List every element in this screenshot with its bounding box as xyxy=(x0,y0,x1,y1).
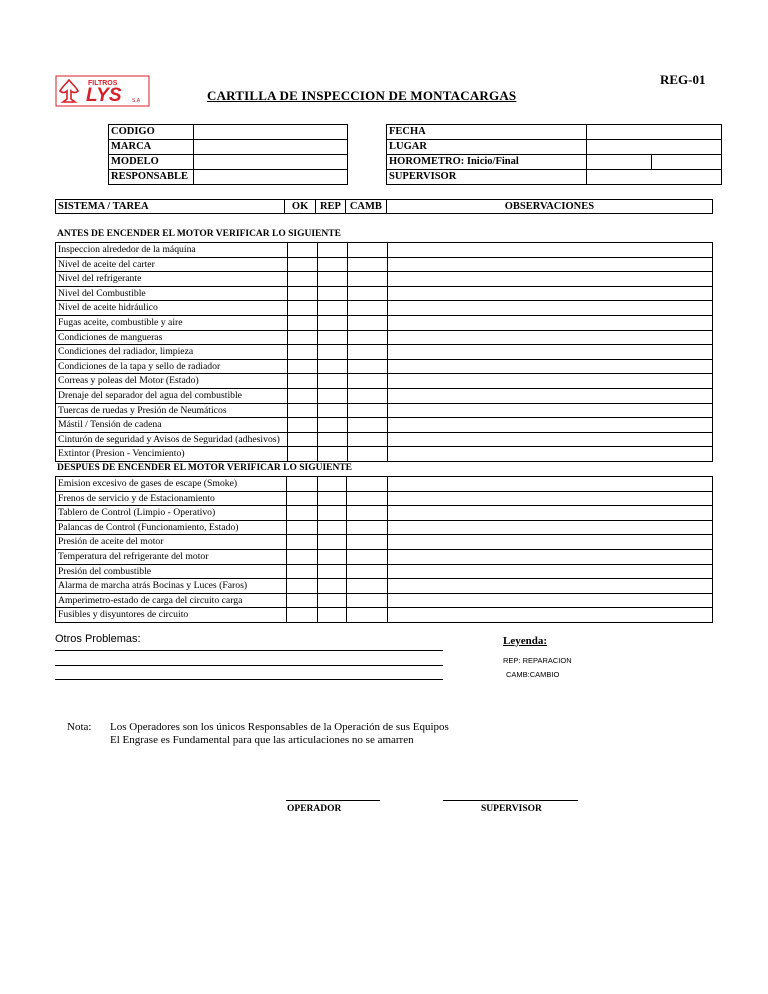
rep-cell[interactable] xyxy=(317,491,347,506)
task-row xyxy=(56,491,713,506)
task-row xyxy=(56,345,713,360)
task-label: Frenos de servicio y de Estacionamiento xyxy=(56,491,287,506)
camb-cell[interactable] xyxy=(347,315,387,330)
leyenda-camb: CAMB:CAMBIO xyxy=(506,670,560,679)
reg-code: REG-01 xyxy=(660,72,706,87)
observation-cell[interactable] xyxy=(387,564,712,579)
task-label: Palancas de Control (Funcionamiento, Estado) xyxy=(56,520,287,535)
section-after-title: DESPUES DE ENCENDER EL MOTOR VERIFICAR LO SIGUIENTE xyxy=(57,463,353,473)
camb-cell[interactable] xyxy=(347,535,387,550)
ok-cell[interactable] xyxy=(287,593,318,608)
observation-cell[interactable] xyxy=(388,330,713,345)
observation-cell[interactable] xyxy=(388,286,713,301)
header-label-left: MODELO xyxy=(109,155,194,170)
observation-cell[interactable] xyxy=(388,388,713,403)
col-ok: OK xyxy=(285,200,316,214)
task-label: Inspeccion alrededor de la máquina xyxy=(56,243,288,258)
header-gap xyxy=(348,140,387,155)
header-gap xyxy=(348,170,387,185)
task-row xyxy=(56,477,713,492)
camb-cell[interactable] xyxy=(347,257,387,272)
header-value-left[interactable] xyxy=(194,125,348,140)
rep-cell[interactable] xyxy=(318,330,348,345)
tasks-before-table xyxy=(55,242,713,462)
page-title: CARTILLA DE INSPECCION DE MONTACARGAS xyxy=(207,88,517,103)
rep-cell[interactable] xyxy=(318,315,348,330)
camb-cell[interactable] xyxy=(347,286,387,301)
ok-cell[interactable] xyxy=(287,608,318,623)
task-row xyxy=(56,447,713,462)
task-label: Tuercas de ruedas y Presión de Neumáticos xyxy=(56,403,288,418)
task-label: Amperimetro-estado de carga del circuito carga xyxy=(56,593,287,608)
ok-cell[interactable] xyxy=(287,301,318,316)
ok-cell[interactable] xyxy=(287,286,318,301)
ok-cell[interactable] xyxy=(287,564,318,579)
ok-cell[interactable] xyxy=(287,359,318,374)
task-label: Drenaje del separador del agua del combustible xyxy=(56,388,288,403)
header-label-right: LUGAR xyxy=(387,140,587,155)
task-row xyxy=(56,403,713,418)
logo-suffix: S.A xyxy=(132,98,141,104)
camb-cell[interactable] xyxy=(347,432,387,447)
task-label: Cinturón de seguridad y Avisos de Seguridad (adhesivos) xyxy=(56,432,288,447)
otros-line-1[interactable] xyxy=(55,650,443,651)
task-label: Presión del combustible xyxy=(56,564,287,579)
rep-cell[interactable] xyxy=(318,418,348,433)
rep-cell[interactable] xyxy=(318,345,348,360)
camb-cell[interactable] xyxy=(347,359,387,374)
task-row xyxy=(56,432,713,447)
horometro-final-value[interactable] xyxy=(651,155,721,170)
rep-cell[interactable] xyxy=(318,374,348,389)
header-label-right: HOROMETRO: Inicio/Final xyxy=(387,155,587,170)
task-row xyxy=(56,506,713,521)
header-value-right[interactable] xyxy=(587,170,722,185)
col-obs: OBSERVACIONES xyxy=(386,200,712,214)
task-label: Alarma de marcha atrás Bocinas y Luces (Faros) xyxy=(56,579,287,594)
ok-cell[interactable] xyxy=(287,549,318,564)
camb-cell[interactable] xyxy=(347,608,387,623)
header-value-left[interactable] xyxy=(194,140,348,155)
header-value-right[interactable] xyxy=(587,140,722,155)
tasks-after-table xyxy=(55,476,713,623)
task-label: Condiciones del radiador, limpieza xyxy=(56,345,288,360)
ok-cell[interactable] xyxy=(287,257,318,272)
header-value-left[interactable] xyxy=(194,170,348,185)
task-label: Nivel del refrigerante xyxy=(56,272,288,287)
task-row xyxy=(56,593,713,608)
camb-cell[interactable] xyxy=(347,491,387,506)
camb-cell[interactable] xyxy=(347,564,387,579)
header-label-right: FECHA xyxy=(387,125,587,140)
observation-cell[interactable] xyxy=(388,432,713,447)
task-row xyxy=(56,301,713,316)
observation-cell[interactable] xyxy=(387,579,712,594)
task-row xyxy=(56,374,713,389)
nota-label: Nota: xyxy=(67,721,92,733)
ok-cell[interactable] xyxy=(287,432,318,447)
col-rep: REP xyxy=(316,200,346,214)
rep-cell[interactable] xyxy=(318,301,348,316)
task-row xyxy=(56,579,713,594)
camb-cell[interactable] xyxy=(347,477,387,492)
rep-cell[interactable] xyxy=(317,535,347,550)
header-row xyxy=(109,170,722,185)
task-label: Nivel de aceite hidráulico xyxy=(56,301,288,316)
logo-big-text: LYS xyxy=(86,85,122,106)
task-label: Condiciones de mangueras xyxy=(56,330,288,345)
camb-cell[interactable] xyxy=(347,388,387,403)
observation-cell[interactable] xyxy=(388,403,713,418)
header-gap xyxy=(348,155,387,170)
operador-label: OPERADOR xyxy=(287,804,342,814)
leyenda-rep: REP: REPARACION xyxy=(503,656,572,665)
ok-cell[interactable] xyxy=(287,403,318,418)
header-gap xyxy=(348,125,387,140)
rep-cell[interactable] xyxy=(318,257,348,272)
camb-cell[interactable] xyxy=(347,447,387,462)
rep-cell[interactable] xyxy=(317,608,347,623)
camb-cell[interactable] xyxy=(347,418,387,433)
observation-cell[interactable] xyxy=(388,257,713,272)
ok-cell[interactable] xyxy=(287,388,318,403)
task-row xyxy=(56,243,713,258)
supervisor-label: SUPERVISOR xyxy=(481,804,542,814)
header-value-left[interactable] xyxy=(194,155,348,170)
camb-cell[interactable] xyxy=(347,579,387,594)
company-logo xyxy=(55,75,150,107)
ok-cell[interactable] xyxy=(287,243,318,258)
rep-cell[interactable] xyxy=(317,549,347,564)
rep-cell[interactable] xyxy=(317,579,347,594)
task-label: Tablero de Control (Limpio - Operativo) xyxy=(56,506,287,521)
observation-cell[interactable] xyxy=(388,345,713,360)
header-value-right[interactable] xyxy=(587,155,652,170)
rep-cell[interactable] xyxy=(317,477,347,492)
header-label-left: CODIGO xyxy=(109,125,194,140)
otros-line-3[interactable] xyxy=(55,679,443,680)
task-label: Nivel del Combustible xyxy=(56,286,288,301)
camb-cell[interactable] xyxy=(347,403,387,418)
leyenda-title: Leyenda: xyxy=(503,635,547,647)
header-label-right: SUPERVISOR xyxy=(387,170,587,185)
rep-cell[interactable] xyxy=(318,272,348,287)
task-row xyxy=(56,315,713,330)
camb-cell[interactable] xyxy=(347,374,387,389)
rep-cell[interactable] xyxy=(318,286,348,301)
rep-cell[interactable] xyxy=(317,564,347,579)
otros-label: Otros Problemas: xyxy=(55,633,141,645)
ok-cell[interactable] xyxy=(287,579,318,594)
header-row xyxy=(109,140,722,155)
nota-line-2: El Engrase es Fundamental para que las articulaciones no se amarren xyxy=(110,734,414,746)
supervisor-signature-line[interactable] xyxy=(443,800,578,801)
ok-cell[interactable] xyxy=(287,315,318,330)
camb-cell[interactable] xyxy=(347,549,387,564)
task-row xyxy=(56,272,713,287)
camb-cell[interactable] xyxy=(347,593,387,608)
rep-cell[interactable] xyxy=(318,447,348,462)
header-row xyxy=(109,155,722,170)
logo-graphic xyxy=(55,75,150,107)
task-row xyxy=(56,257,713,272)
operador-signature-line[interactable] xyxy=(286,800,380,801)
task-label: Fugas aceite, combustible y aire xyxy=(56,315,288,330)
rep-cell[interactable] xyxy=(318,403,348,418)
section-before-title: ANTES DE ENCENDER EL MOTOR VERIFICAR LO SIGUIENTE xyxy=(57,229,341,239)
ok-cell[interactable] xyxy=(287,374,318,389)
rep-cell[interactable] xyxy=(318,243,348,258)
task-label: Mástil / Tensión de cadena xyxy=(56,418,288,433)
camb-cell[interactable] xyxy=(347,301,387,316)
ok-cell[interactable] xyxy=(287,491,318,506)
task-label: Correas y poleas del Motor (Estado) xyxy=(56,374,288,389)
ok-cell[interactable] xyxy=(287,345,318,360)
task-label: Emision excesivo de gases de escape (Smoke) xyxy=(56,477,287,492)
task-row xyxy=(56,286,713,301)
rep-cell[interactable] xyxy=(317,593,347,608)
ok-cell[interactable] xyxy=(287,535,318,550)
logo-small-text: FILTROS xyxy=(88,80,118,87)
camb-cell[interactable] xyxy=(347,520,387,535)
observation-cell[interactable] xyxy=(387,549,712,564)
observation-cell[interactable] xyxy=(387,477,712,492)
observation-cell[interactable] xyxy=(388,374,713,389)
observation-cell[interactable] xyxy=(388,315,713,330)
observation-cell[interactable] xyxy=(388,359,713,374)
header-table xyxy=(108,124,722,185)
col-task: SISTEMA / TAREA xyxy=(56,200,285,214)
ok-cell[interactable] xyxy=(287,272,318,287)
header-value-right[interactable] xyxy=(587,125,722,140)
otros-line-2[interactable] xyxy=(55,665,443,666)
task-label: Temperatura del refrigerante del motor xyxy=(56,549,287,564)
task-row xyxy=(56,608,713,623)
ok-cell[interactable] xyxy=(287,506,318,521)
column-header xyxy=(55,199,713,214)
camb-cell[interactable] xyxy=(347,272,387,287)
task-label: Extintor (Presion - Vencimiento) xyxy=(56,447,288,462)
camb-cell[interactable] xyxy=(347,243,387,258)
nota-line-1: Los Operadores son los únicos Responsables de la Operación de sus Equipos xyxy=(110,721,449,733)
ok-cell[interactable] xyxy=(287,477,318,492)
header-label-left: MARCA xyxy=(109,140,194,155)
task-row xyxy=(56,330,713,345)
camb-cell[interactable] xyxy=(347,330,387,345)
ok-cell[interactable] xyxy=(287,330,318,345)
header-row xyxy=(109,125,722,140)
task-label: Fusibles y disyuntores de circuito xyxy=(56,608,287,623)
ok-cell[interactable] xyxy=(287,418,318,433)
camb-cell[interactable] xyxy=(347,345,387,360)
task-row xyxy=(56,388,713,403)
task-row xyxy=(56,520,713,535)
rep-cell[interactable] xyxy=(318,388,348,403)
task-label: Presión de aceite del motor xyxy=(56,535,287,550)
observation-cell[interactable] xyxy=(388,243,713,258)
ok-cell[interactable] xyxy=(287,447,318,462)
observation-cell[interactable] xyxy=(387,506,712,521)
camb-cell[interactable] xyxy=(347,506,387,521)
observation-cell[interactable] xyxy=(387,491,712,506)
task-row xyxy=(56,418,713,433)
task-row xyxy=(56,564,713,579)
task-label: Nivel de aceite del carter xyxy=(56,257,288,272)
observation-cell[interactable] xyxy=(388,418,713,433)
rep-cell[interactable] xyxy=(317,506,347,521)
rep-cell[interactable] xyxy=(317,520,347,535)
observation-cell[interactable] xyxy=(387,608,712,623)
nota-text xyxy=(110,721,449,747)
ok-cell[interactable] xyxy=(287,520,318,535)
observation-cell[interactable] xyxy=(388,301,713,316)
task-row xyxy=(56,359,713,374)
observation-cell[interactable] xyxy=(388,272,713,287)
col-camb: CAMB xyxy=(345,200,386,214)
observation-cell[interactable] xyxy=(387,593,712,608)
rep-cell[interactable] xyxy=(318,359,348,374)
task-row xyxy=(56,549,713,564)
observation-cell[interactable] xyxy=(387,520,712,535)
rep-cell[interactable] xyxy=(318,432,348,447)
header-label-left: RESPONSABLE xyxy=(109,170,194,185)
observation-cell[interactable] xyxy=(388,447,713,462)
task-row xyxy=(56,535,713,550)
observation-cell[interactable] xyxy=(387,535,712,550)
task-label: Condiciones de la tapa y sello de radiador xyxy=(56,359,288,374)
